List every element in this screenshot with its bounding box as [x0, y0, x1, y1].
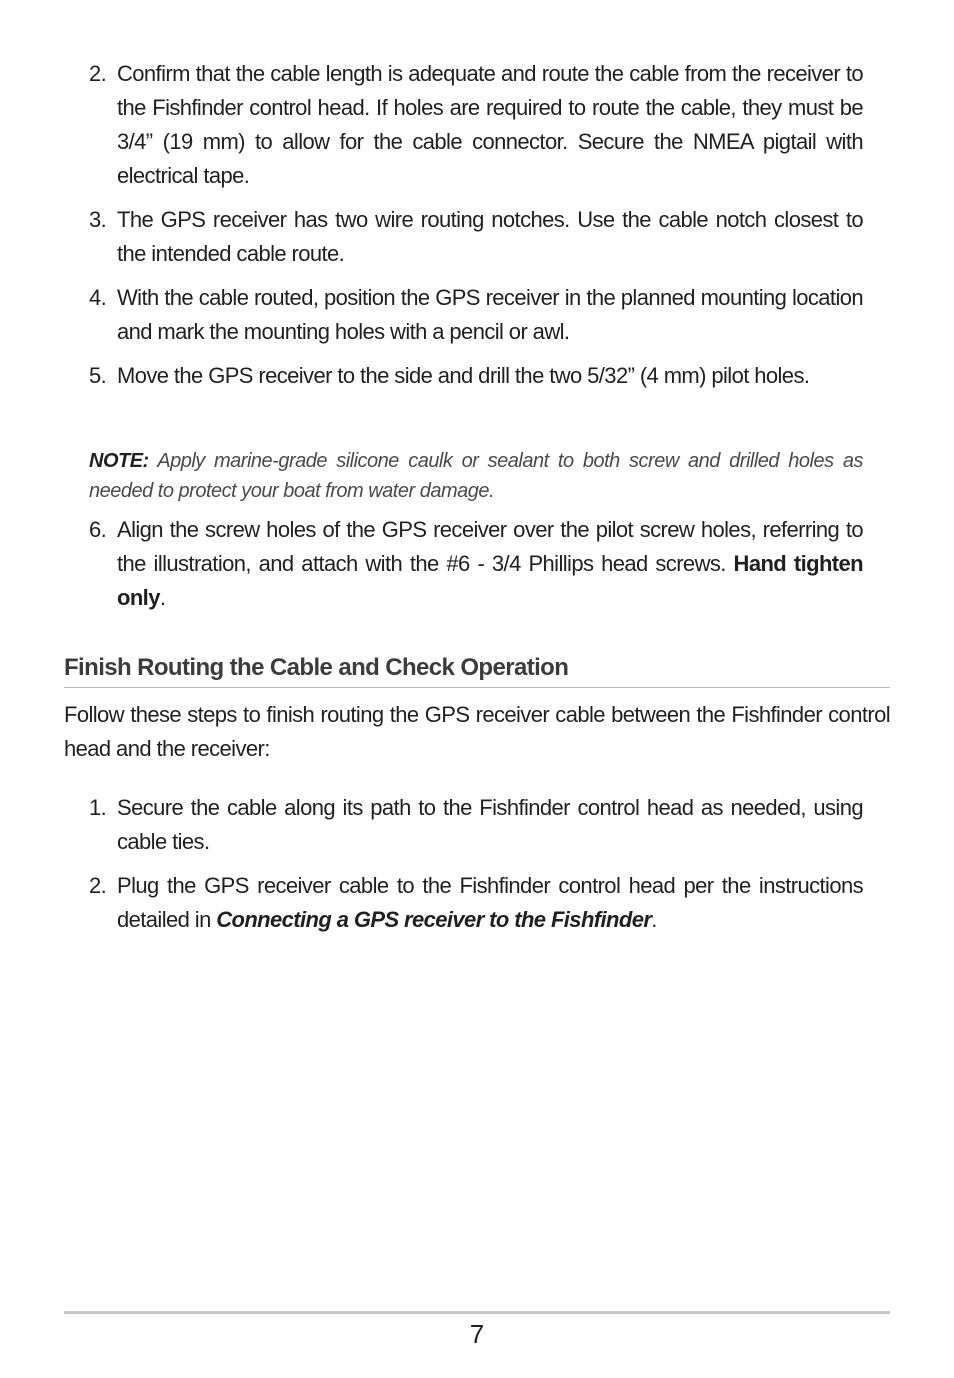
note-paragraph — [89, 446, 863, 506]
step-number: 5. — [89, 363, 107, 388]
step-item — [89, 513, 863, 615]
step-number: 2. — [89, 61, 107, 86]
step-text: Move the GPS receiver to the side and drill the two 5/32” (4 mm) pilot holes. — [117, 363, 810, 388]
step-item — [89, 203, 863, 271]
step-number: 3. — [89, 207, 107, 232]
installation-step-six — [89, 513, 863, 625]
page-number: 7 — [469, 1319, 485, 1349]
step-text — [117, 513, 863, 615]
step-item — [89, 359, 863, 393]
step-item — [89, 281, 863, 349]
step-text — [117, 869, 863, 937]
step-text: Confirm that the cable length is adequate and route the cable from the receiver to the Fishfinder control head. If holes are required to route the cable, they must be 3/4” (19 mm) to allow for the cable connector. Secure the NMEA pigtail with electrical tape. — [117, 61, 863, 188]
note-text: Apply marine-grade silicone caulk or sealant to both screw and drilled holes as needed to protect your boat from water damage. — [89, 450, 863, 502]
cross-reference-link[interactable]: Connecting a GPS receiver to the Fishfinder — [216, 907, 652, 932]
step-text-main: Plug the GPS receiver cable to the Fishfinder control head per the instructions detailed in — [117, 873, 863, 932]
step-item — [89, 791, 863, 859]
footer-divider — [64, 1311, 890, 1314]
section-heading: Finish Routing the Cable and Check Operation — [64, 650, 890, 688]
note-label: NOTE: — [89, 450, 149, 472]
step-number: 1. — [89, 795, 107, 820]
step-text: The GPS receiver has two wire routing notches. Use the cable notch closest to the intended cable route. — [117, 207, 863, 266]
step-emphasis: Hand tighten only — [117, 551, 864, 610]
installation-steps-continued — [89, 57, 863, 403]
section-intro: Follow these steps to finish routing the GPS receiver cable between the Fishfinder control head and the receiver: — [64, 702, 890, 761]
step-text-end: . — [159, 585, 166, 610]
step-number: 2. — [89, 873, 107, 898]
step-item — [89, 57, 863, 193]
finish-routing-steps — [89, 791, 863, 947]
step-number: 6. — [89, 517, 107, 542]
step-text-end: . — [651, 907, 657, 932]
step-text: Secure the cable along its path to the Fishfinder control head as needed, using cable ties. — [117, 795, 863, 854]
step-number: 4. — [89, 285, 107, 310]
step-text: With the cable routed, position the GPS receiver in the planned mounting location and mark the mounting holes with a pencil or awl. — [117, 285, 863, 344]
step-item — [89, 869, 863, 937]
step-text-main: Align the screw holes of the GPS receiver over the pilot screw holes, referring to the illustration, and attach with the #6 - 3/4 Phillips head screws. — [117, 517, 863, 576]
